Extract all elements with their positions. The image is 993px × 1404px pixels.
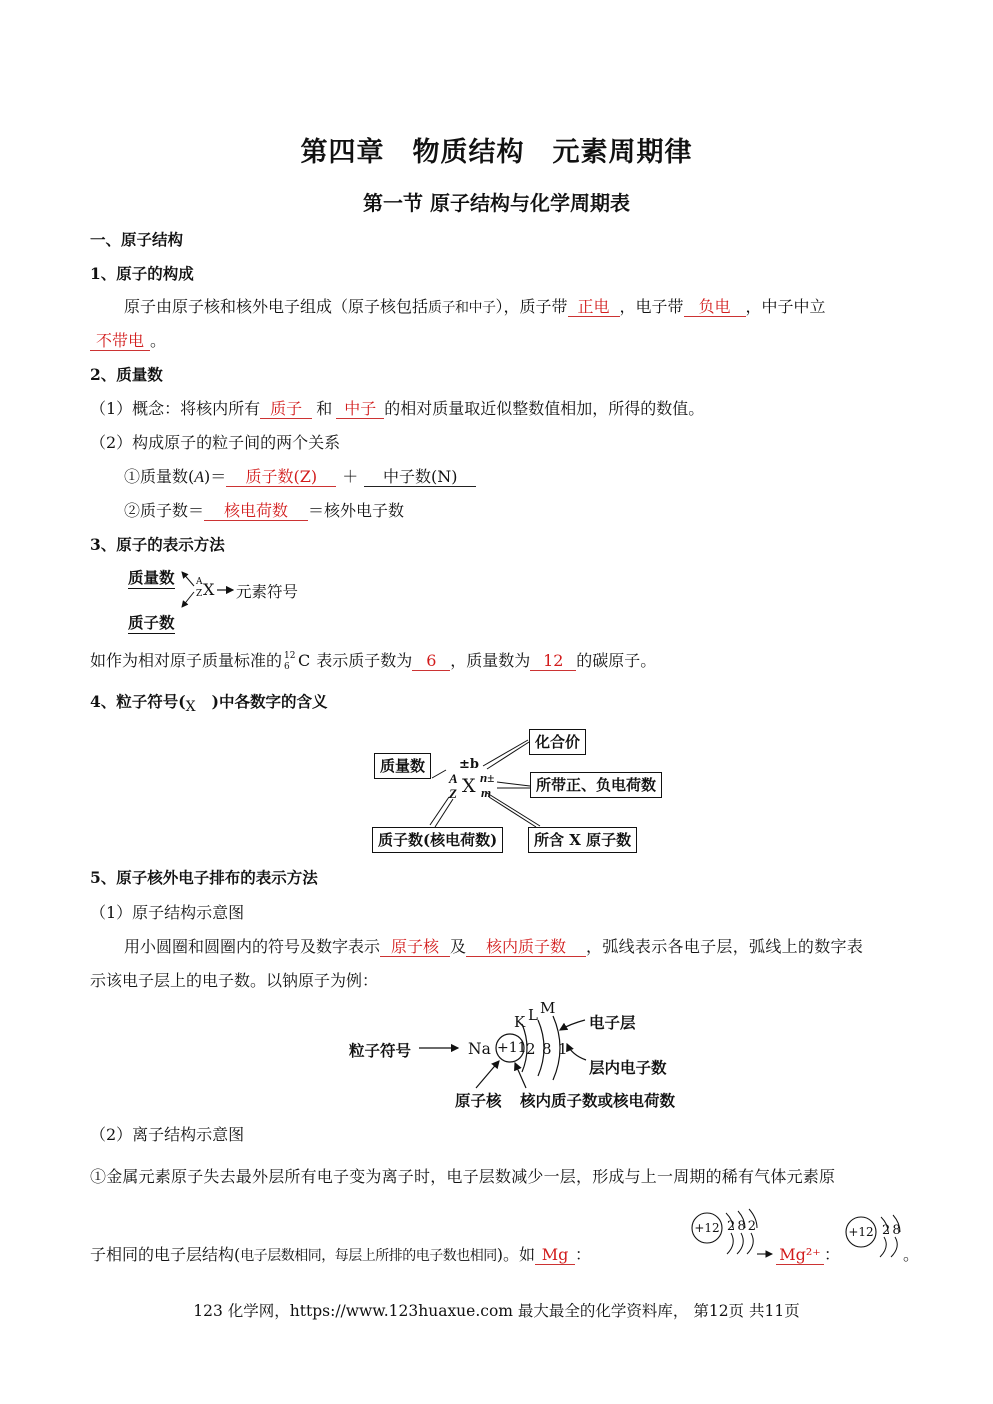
ion-desc-2: 子相同的电子层结构(电子层数相同，每层上所排的电子数也相同)。如 Mg ： — [90, 1245, 592, 1264]
element-x-symbol: X — [203, 580, 215, 599]
heading-particle-symbol: 4、粒子符号( X )中各数字的含义 — [90, 692, 328, 715]
diagram-desc-2: 示该电子层上的电子数。以钠原子为例： — [90, 971, 379, 990]
heading-mass-number: 2、质量数 — [90, 365, 163, 384]
label-nucleus: 原子核 — [455, 1091, 502, 1110]
section-title: 第一节 原子结构与化学周期表 — [363, 191, 630, 215]
heading-electron-arrangement: 5、原子核外电子排布的表示方法 — [90, 868, 318, 887]
sub-atomic-diagram: （1）原子结构示意图 — [90, 903, 245, 922]
sodium-symbol: Na — [468, 1040, 491, 1058]
label-shell: 电子层 — [589, 1013, 636, 1032]
relations-heading: （2）构成原子的粒子间的两个关系 — [90, 433, 341, 452]
relation-2: ②质子数＝ 核电荷数 ＝核外电子数 — [124, 501, 405, 520]
blank-nuclear-charge: 核电荷数 — [204, 502, 308, 521]
handwritten-note: 质子和中子 — [428, 300, 496, 316]
label-mass-number: 质量数 — [128, 568, 175, 587]
handwritten-ion-note: 电子层数相同，每层上所排的电子数也相同 — [240, 1248, 497, 1264]
neutron-number: 中子数(N) — [364, 468, 476, 487]
relation-1: ①质量数(A)＝ 质子数(Z) ＋ 中子数(N) — [124, 464, 476, 487]
blank-carbon-protons: 6 — [412, 652, 450, 671]
box-atom-count: 所含 X 原子数 — [528, 827, 637, 853]
blank-proton-count: 核内质子数 — [466, 938, 586, 957]
ion-desc-1: ①金属元素原子失去最外层所有电子变为离子时，电子层数减少一层，形成与上一周期的稀有气体元素原 — [90, 1167, 836, 1186]
blank-proton-charge: 正电 — [568, 298, 620, 317]
mg-ion-nucleus: +12 — [848, 1225, 874, 1239]
box-valence: 化合价 — [529, 729, 586, 755]
blank-electron-charge: 负电 — [684, 298, 746, 317]
heading-representation: 3、原子的表示方法 — [90, 535, 225, 554]
box-charge: 所带正、负电荷数 — [530, 772, 662, 798]
heading-atom-composition: 1、原子的构成 — [90, 264, 194, 283]
blank-proton-number: 质子数(Z) — [226, 468, 336, 487]
label-particle-symbol: 粒子符号 — [349, 1041, 412, 1060]
label-proton-or-charge: 核内质子数或核电荷数 — [520, 1091, 676, 1110]
sodium-nucleus: +11 — [497, 1040, 527, 1056]
box-mass-number: 质量数 — [374, 753, 431, 779]
blank-proton: 质子 — [260, 400, 312, 419]
blank-carbon-mass: 12 — [530, 652, 576, 671]
label-proton-number: 质子数 — [128, 613, 175, 632]
mg-nucleus: +12 — [694, 1221, 720, 1235]
mg-ion-electrons: 2 8 — [882, 1223, 900, 1238]
heading-atomic-structure: 一、原子结构 — [90, 230, 184, 249]
composition-line-1: 原子由原子核和核外电子组成（原子核包括质子和中子），质子带 正电 ，电子带 负电 ，中子中立 — [124, 297, 826, 316]
blank-nucleus: 原子核 — [380, 938, 450, 957]
box-proton-number: 质子数(核电荷数) — [372, 827, 503, 853]
label-element-symbol: 元素符号 — [236, 583, 299, 601]
particle-x: X — [462, 775, 476, 797]
chapter-title: 第四章 物质结构 元素周期律 — [300, 137, 693, 168]
blank-mg-ion: Mg²⁺ — [776, 1246, 824, 1265]
label-layer-electrons: 层内电子数 — [589, 1058, 667, 1077]
blank-neutron: 中子 — [336, 400, 384, 419]
blank-neutron-charge: 不带电 — [90, 332, 150, 351]
mass-number-concept: （1）概念：将核内所有 质子 和 中子 的相对质量取近似整数值相加，所得的数值。 — [90, 399, 705, 418]
carbon-example: 如作为相对原子质量标准的 12 6 C 表示质子数为 6 ，质量数为 12 的碳原子。 — [90, 650, 657, 672]
diagram-desc-1: 用小圆圈和圆圈内的符号及数字表示 原子核 及 核内质子数 ，弧线表示各电子层，弧线上的数字表 — [124, 937, 864, 956]
sub-ion-diagram: （2）离子结构示意图 — [90, 1125, 245, 1144]
page-footer: 123 化学网，https://www.123huaxue.com 最大最全的化学资料库， 第12页 共11页 — [193, 1302, 800, 1320]
mg-ion-line: Mg²⁺ ： — [776, 1242, 840, 1265]
composition-line-2: 不带电 。 — [90, 328, 166, 351]
mg-electrons: 2 8 2 — [727, 1219, 756, 1234]
blank-mg: Mg — [535, 1246, 575, 1265]
